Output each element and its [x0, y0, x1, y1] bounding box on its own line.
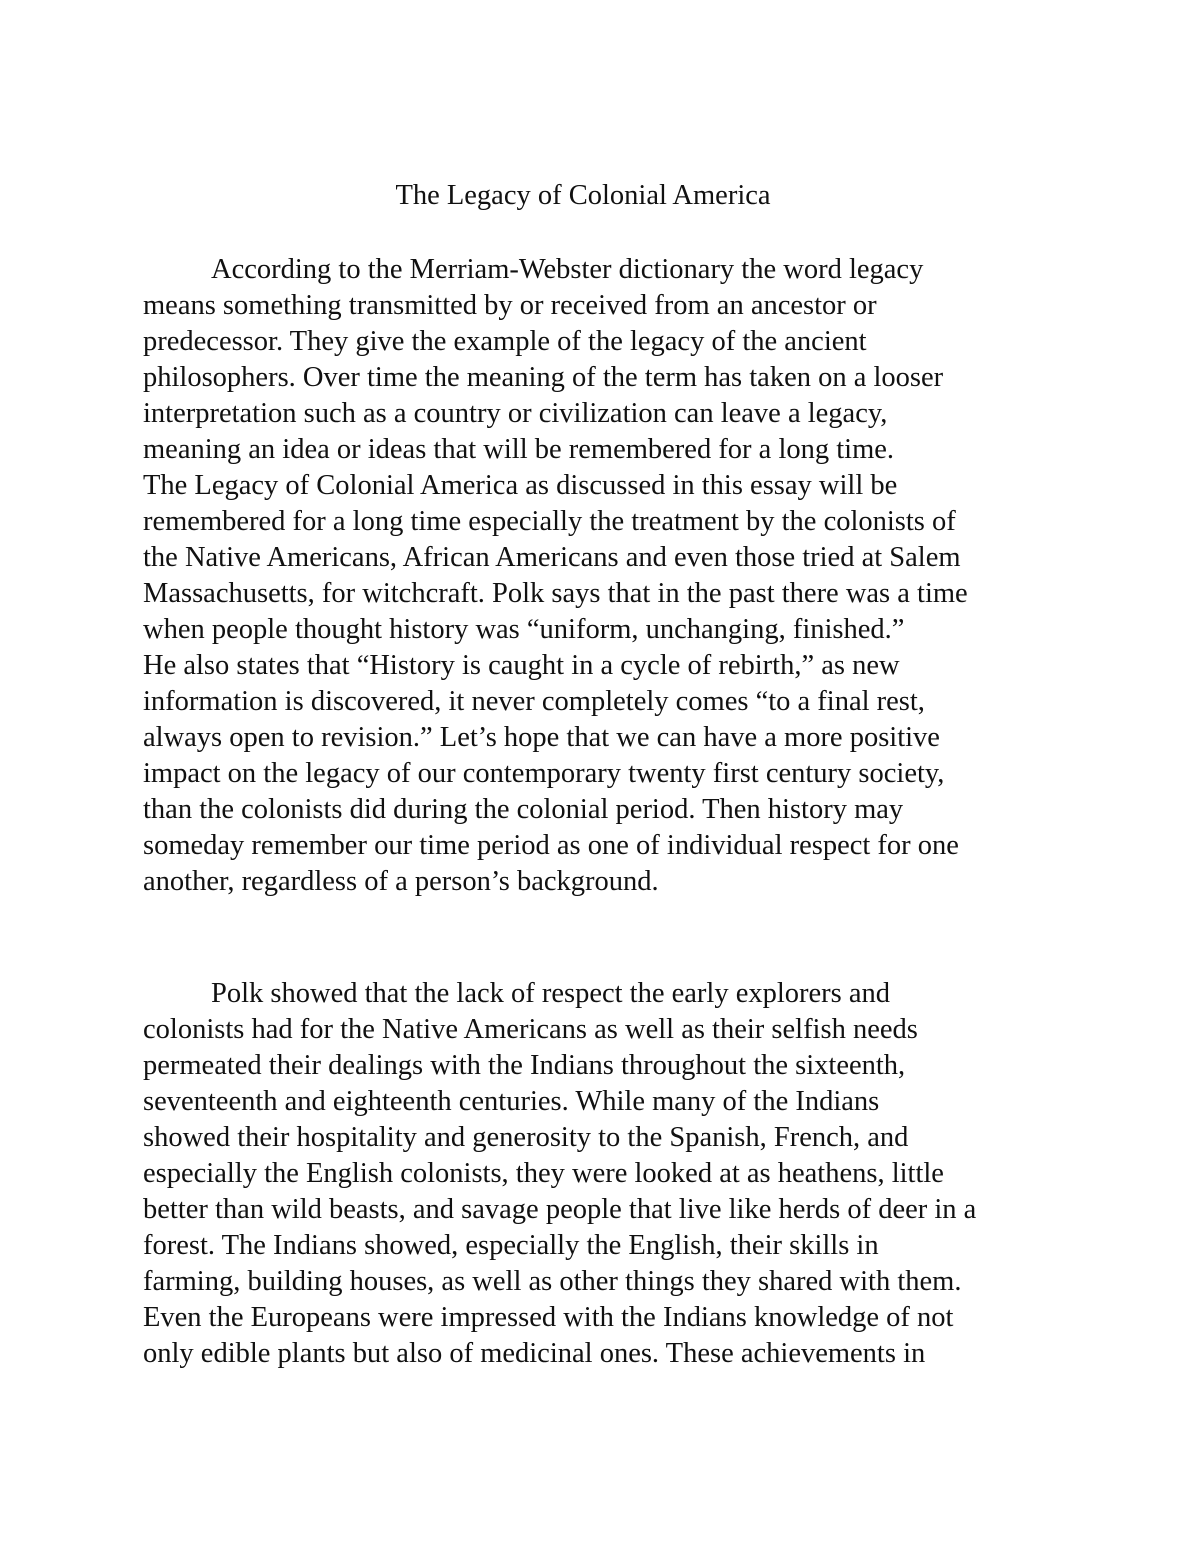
paragraph-line: impact on the legacy of our contemporary twenty first century society, [143, 758, 945, 789]
paragraph-line: better than wild beasts, and savage people that live like herds of deer in a [143, 1194, 977, 1225]
paragraph-line: farming, building houses, as well as other things they shared with them. [143, 1266, 962, 1297]
paragraph-line: He also states that “History is caught in a cycle of rebirth,” as new [143, 650, 900, 681]
paragraph-line: the Native Americans, African Americans and even those tried at Salem [143, 542, 961, 573]
paragraph-line: another, regardless of a person’s background. [143, 866, 659, 897]
paragraph-line: Massachusetts, for witchcraft. Polk says that in the past there was a time [143, 578, 968, 609]
paragraph-line: Even the Europeans were impressed with the Indians knowledge of not [143, 1302, 954, 1333]
paragraph-line: especially the English colonists, they were looked at as heathens, little [143, 1158, 944, 1189]
paragraph-line: remembered for a long time especially the treatment by the colonists of [143, 506, 956, 537]
paragraph-line: predecessor. They give the example of the legacy of the ancient [143, 326, 867, 357]
paragraph-line: means something transmitted by or received from an ancestor or [143, 290, 877, 321]
paragraph-line: always open to revision.” Let’s hope that we can have a more positive [143, 722, 940, 753]
paragraph-1 [143, 252, 1083, 900]
paragraph-line: Polk showed that the lack of respect the early explorers and [211, 978, 891, 1009]
paragraph-line: information is discovered, it never completely comes “to a final rest, [143, 686, 925, 717]
paragraph-line: philosophers. Over time the meaning of the term has taken on a looser [143, 362, 944, 393]
paragraph-line: interpretation such as a country or civilization can leave a legacy, [143, 398, 888, 429]
paragraph-line: seventeenth and eighteenth centuries. While many of the Indians [143, 1086, 880, 1117]
paragraph-2 [143, 976, 1083, 1372]
paragraph-line: forest. The Indians showed, especially the English, their skills in [143, 1230, 879, 1261]
paragraph-line: only edible plants but also of medicinal ones. These achievements in [143, 1338, 926, 1369]
paragraph-line: colonists had for the Native Americans as well as their selfish needs [143, 1014, 918, 1045]
paragraph-line: The Legacy of Colonial America as discussed in this essay will be [143, 470, 898, 501]
paragraph-line: showed their hospitality and generosity to the Spanish, French, and [143, 1122, 909, 1153]
paragraph-line: permeated their dealings with the Indians throughout the sixteenth, [143, 1050, 906, 1081]
paragraph-line: than the colonists did during the colonial period. Then history may [143, 794, 904, 825]
paragraph-line: meaning an idea or ideas that will be remembered for a long time. [143, 434, 895, 465]
document-title: The Legacy of Colonial America [395, 180, 771, 211]
paragraph-line: when people thought history was “uniform, unchanging, finished.” [143, 614, 905, 645]
paragraph-line: someday remember our time period as one of individual respect for one [143, 830, 959, 861]
paragraph-line: According to the Merriam-Webster dictionary the word legacy [211, 254, 924, 285]
